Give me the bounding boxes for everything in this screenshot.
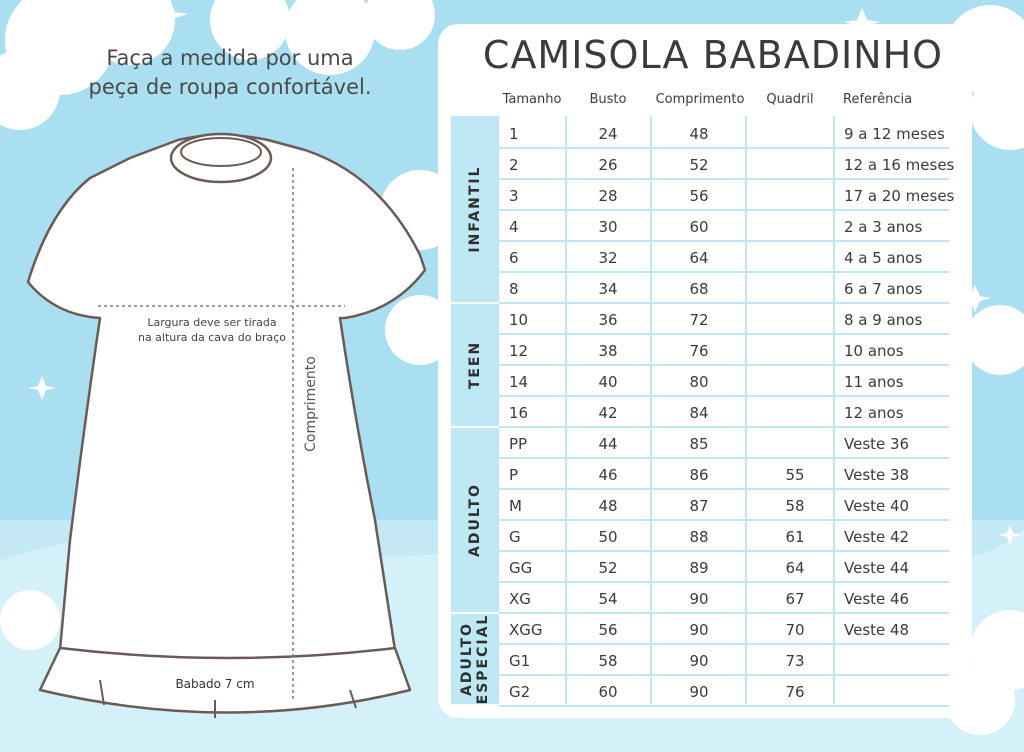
cell-tamanho: G2 xyxy=(509,683,531,701)
table-row xyxy=(499,366,949,397)
cell-comprimento: 72 xyxy=(689,311,709,329)
cell-comprimento: 86 xyxy=(689,466,709,484)
cell-tamanho: 8 xyxy=(509,280,519,298)
cell-tamanho: XG xyxy=(509,590,531,608)
cell-referencia: 2 a 3 anos xyxy=(844,218,923,236)
cell-comprimento: 90 xyxy=(689,683,709,701)
table-row xyxy=(499,614,949,645)
cell-tamanho: G xyxy=(509,528,521,546)
length-measure-label: Comprimento xyxy=(303,356,319,452)
cell-referencia: 10 anos xyxy=(844,342,904,360)
header-busto: Busto xyxy=(589,92,627,107)
cell-quadril xyxy=(759,118,831,149)
cell-busto: 56 xyxy=(598,621,618,639)
cell-tamanho: 16 xyxy=(509,404,529,422)
cell-quadril xyxy=(759,304,831,335)
table-row xyxy=(499,242,949,273)
cell-quadril xyxy=(759,335,831,366)
cell-referencia: Veste 44 xyxy=(844,559,910,577)
cell-tamanho: P xyxy=(509,466,519,484)
cell-quadril: 55 xyxy=(785,466,805,484)
cell-referencia: Veste 46 xyxy=(844,590,910,608)
table-row xyxy=(499,335,949,366)
cell-busto: 32 xyxy=(598,249,618,267)
cell-referencia: Veste 40 xyxy=(844,497,910,515)
cell-tamanho: 6 xyxy=(509,249,519,267)
cell-tamanho: 4 xyxy=(509,218,519,236)
cell-busto: 54 xyxy=(598,590,618,608)
cell-comprimento: 90 xyxy=(689,621,709,639)
group-infantil xyxy=(451,116,499,302)
group-label: INFANTIL xyxy=(467,165,483,253)
cell-quadril: 67 xyxy=(785,590,805,608)
cell-referencia xyxy=(844,676,954,707)
cell-quadril: 73 xyxy=(785,652,805,670)
cell-tamanho: 2 xyxy=(509,156,519,174)
cell-referencia: 8 a 9 anos xyxy=(844,311,923,329)
cell-busto: 46 xyxy=(598,466,618,484)
cell-busto: 28 xyxy=(598,187,618,205)
cell-comprimento: 76 xyxy=(689,342,709,360)
cell-tamanho: 14 xyxy=(509,373,529,391)
table-row xyxy=(499,583,949,614)
cell-quadril xyxy=(759,211,831,242)
cell-comprimento: 56 xyxy=(689,187,709,205)
group-adulto-especial xyxy=(451,614,499,704)
cell-busto: 36 xyxy=(598,311,618,329)
cell-busto: 48 xyxy=(598,497,618,515)
group-label-line-2: ESPECIAL xyxy=(475,613,491,705)
group-label xyxy=(459,614,491,705)
cell-busto: 24 xyxy=(598,125,618,143)
cell-tamanho: G1 xyxy=(509,652,531,670)
cell-comprimento: 60 xyxy=(689,218,709,236)
cell-comprimento: 87 xyxy=(689,497,709,515)
cell-quadril xyxy=(759,242,831,273)
table-row xyxy=(499,428,949,459)
cell-busto: 60 xyxy=(598,683,618,701)
row-divider xyxy=(499,705,949,707)
table-row xyxy=(499,180,955,211)
group-adulto xyxy=(451,428,499,612)
cell-referencia: Veste 42 xyxy=(844,528,910,546)
tagline-line-2: peça de roupa confortável. xyxy=(88,75,372,99)
cell-comprimento: 85 xyxy=(689,435,709,453)
cell-quadril: 64 xyxy=(785,559,805,577)
cell-quadril xyxy=(759,273,831,304)
table-row xyxy=(499,552,949,583)
cell-busto: 38 xyxy=(598,342,618,360)
table-row xyxy=(499,304,949,335)
cell-comprimento: 90 xyxy=(689,590,709,608)
cell-referencia: Veste 48 xyxy=(844,621,910,639)
table-row xyxy=(499,645,949,676)
cell-referencia: Veste 38 xyxy=(844,466,910,484)
cell-tamanho: XGG xyxy=(509,621,543,639)
cell-busto: 50 xyxy=(598,528,618,546)
cell-referencia xyxy=(844,645,954,676)
nightgown-illustration xyxy=(0,120,440,752)
cell-comprimento: 80 xyxy=(689,373,709,391)
cell-busto: 58 xyxy=(598,652,618,670)
cell-tamanho: M xyxy=(509,497,522,515)
table-row xyxy=(499,459,949,490)
cell-tamanho: 10 xyxy=(509,311,529,329)
cell-tamanho: GG xyxy=(509,559,533,577)
table-row xyxy=(499,676,949,707)
cell-busto: 30 xyxy=(598,218,618,236)
header-comprimento: Comprimento xyxy=(655,92,745,107)
header-referencia: Referência xyxy=(843,92,913,107)
cell-comprimento: 64 xyxy=(689,249,709,267)
cell-referencia: 12 a 16 meses xyxy=(844,156,955,174)
cell-tamanho: PP xyxy=(509,435,528,453)
table-row xyxy=(499,211,949,242)
header-quadril: Quadril xyxy=(766,92,814,107)
group-label: TEEN xyxy=(467,340,483,390)
ruffle-label: Babado 7 cm xyxy=(175,677,255,691)
header-tamanho: Tamanho xyxy=(502,92,562,107)
cell-busto: 42 xyxy=(598,404,618,422)
table-row xyxy=(499,397,949,428)
cell-referencia: 17 a 20 meses xyxy=(844,187,955,205)
cell-busto: 26 xyxy=(598,156,618,174)
cell-busto: 34 xyxy=(598,280,618,298)
cell-quadril: 76 xyxy=(785,683,805,701)
cell-busto: 52 xyxy=(598,559,618,577)
cell-quadril: 70 xyxy=(785,621,805,639)
cell-quadril xyxy=(759,366,831,397)
width-label-line-2: na altura da cava do braço xyxy=(137,331,287,344)
cell-comprimento: 48 xyxy=(689,125,709,143)
width-label-line-1: Largura deve ser tirada xyxy=(147,316,277,329)
dress-body xyxy=(28,135,425,660)
group-label: ADULTO xyxy=(467,483,483,557)
cell-comprimento: 84 xyxy=(689,404,709,422)
page-title: CAMISOLA BABADINHO xyxy=(482,33,944,77)
width-measure-label xyxy=(122,315,302,345)
tagline xyxy=(60,44,400,102)
cell-quadril xyxy=(759,428,831,459)
cell-referencia: 4 a 5 anos xyxy=(844,249,923,267)
cell-comprimento: 52 xyxy=(689,156,709,174)
cell-tamanho: 1 xyxy=(509,125,519,143)
cell-referencia: 6 a 7 anos xyxy=(844,280,923,298)
table-row xyxy=(499,521,949,552)
cell-referencia: 11 anos xyxy=(844,373,904,391)
cell-referencia: 12 anos xyxy=(844,404,904,422)
cell-quadril xyxy=(759,149,831,180)
cell-comprimento: 90 xyxy=(689,652,709,670)
cell-comprimento: 88 xyxy=(689,528,709,546)
cell-comprimento: 68 xyxy=(689,280,709,298)
cell-busto: 44 xyxy=(598,435,618,453)
cell-referencia: 9 a 12 meses xyxy=(844,125,945,143)
cell-quadril: 58 xyxy=(785,497,805,515)
table-row xyxy=(499,118,949,149)
cell-comprimento: 89 xyxy=(689,559,709,577)
group-label-line-1: ADULTO xyxy=(459,622,475,696)
cell-tamanho: 3 xyxy=(509,187,519,205)
group-teen xyxy=(451,304,499,426)
table-row xyxy=(499,273,949,304)
table-row xyxy=(499,149,955,180)
cell-quadril xyxy=(759,397,831,428)
cell-tamanho: 12 xyxy=(509,342,529,360)
cell-busto: 40 xyxy=(598,373,618,391)
cell-quadril xyxy=(759,180,831,211)
cell-referencia: Veste 36 xyxy=(844,435,910,453)
table-row xyxy=(499,490,949,521)
tagline-line-1: Faça a medida por uma xyxy=(106,46,354,70)
cell-quadril: 61 xyxy=(785,528,805,546)
